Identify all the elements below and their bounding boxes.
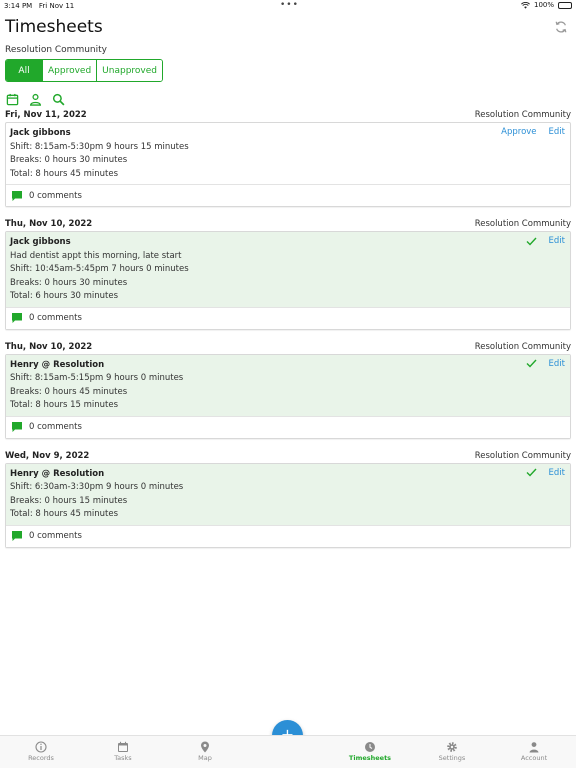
edit-button[interactable]: Edit — [548, 127, 565, 137]
employee-name: Henry @ Resolution — [10, 359, 105, 370]
timesheet-card-body — [6, 123, 570, 184]
entry-community: Resolution Community — [474, 341, 571, 352]
employee-name: Henry @ Resolution — [10, 468, 105, 479]
shift-text: Shift: 8:15am-5:30pm 9 hours 15 minutes — [10, 141, 189, 152]
note-text: Had dentist appt this morning, late start — [10, 250, 182, 261]
tab-tasks[interactable] — [93, 741, 153, 762]
timesheet-card-body — [6, 232, 570, 307]
edit-button[interactable]: Edit — [548, 467, 565, 478]
filter-segmented-control — [5, 59, 163, 82]
entry-date: Thu, Nov 10, 2022 — [5, 341, 93, 352]
tab-settings[interactable] — [422, 741, 482, 762]
shift-text: Shift: 8:15am-5:15pm 9 hours 0 minutes — [10, 373, 184, 383]
status-bar — [0, 0, 576, 12]
card-actions — [526, 359, 565, 369]
tab-account[interactable] — [504, 741, 564, 762]
edit-button[interactable]: Edit — [548, 236, 565, 246]
tab-label: Account — [520, 754, 548, 762]
approved-check-icon — [526, 359, 537, 368]
day-header — [0, 218, 576, 231]
comments-row[interactable] — [6, 416, 570, 438]
tab-label: Records — [28, 754, 54, 762]
timesheet-card-body — [6, 464, 570, 525]
timesheet-card[interactable] — [5, 231, 571, 330]
sync-icon[interactable] — [554, 20, 568, 34]
tab-label: Settings — [438, 754, 466, 762]
approved-check-icon — [526, 468, 537, 477]
search-icon[interactable] — [52, 91, 65, 104]
calendar-icon — [117, 741, 129, 753]
breaks-text: Breaks: 0 hours 30 minutes — [10, 277, 128, 288]
day-header — [0, 341, 576, 354]
breaks-text: Breaks: 0 hours 45 minutes — [10, 386, 128, 397]
status-time: 3:14 PM Fri Nov 11 — [4, 2, 75, 10]
toolbar — [6, 91, 65, 104]
comments-count: 0 comments — [29, 422, 82, 432]
edit-button[interactable]: Edit — [548, 358, 565, 369]
shift-text: Shift: 10:45am-5:45pm 7 hours 0 minutes — [10, 264, 189, 274]
filter-unapproved[interactable]: Unapproved — [96, 60, 162, 81]
entry-date: Fri, Nov 11, 2022 — [5, 110, 87, 120]
person-icon[interactable] — [29, 91, 42, 104]
card-actions — [526, 468, 565, 478]
approve-button[interactable]: Approve — [501, 127, 537, 137]
clock-icon — [364, 741, 376, 753]
entry-date: Wed, Nov 9, 2022 — [5, 450, 90, 461]
breaks-text: Breaks: 0 hours 30 minutes — [10, 155, 128, 165]
filter-approved[interactable]: Approved — [42, 60, 96, 81]
status-right — [521, 1, 572, 9]
tab-label: Timesheets — [348, 754, 392, 762]
community-label: Resolution Community — [5, 45, 107, 55]
timesheet-card[interactable] — [5, 463, 571, 548]
comments-count: 0 comments — [29, 531, 82, 541]
comment-icon — [11, 530, 23, 542]
calendar-icon[interactable] — [6, 91, 19, 104]
tab-label: Map — [198, 754, 212, 762]
gear-icon — [446, 741, 458, 753]
multitasking-dots-icon[interactable]: ••• — [280, 0, 299, 10]
tab-label: Tasks — [114, 754, 132, 762]
battery-percent: 100% — [533, 1, 554, 9]
approved-check-icon — [526, 237, 537, 246]
total-text: Total: 6 hours 30 minutes — [10, 291, 119, 301]
comment-icon — [11, 312, 23, 324]
tab-map[interactable] — [175, 741, 235, 762]
card-actions — [526, 236, 565, 246]
comments-count: 0 comments — [29, 313, 82, 323]
battery-icon — [558, 2, 572, 9]
timesheet-card[interactable] — [5, 122, 571, 207]
entry-date: Thu, Nov 10, 2022 — [5, 219, 93, 229]
entry-community: Resolution Community — [474, 219, 571, 229]
wifi-icon — [521, 2, 530, 9]
page-title: Timesheets — [5, 17, 103, 37]
map-pin-icon — [199, 741, 211, 753]
comments-row[interactable] — [6, 307, 570, 329]
day-header — [0, 109, 576, 122]
tab-records[interactable] — [11, 741, 71, 762]
total-text: Total: 8 hours 15 minutes — [10, 400, 119, 410]
shift-text: Shift: 6:30am-3:30pm 9 hours 0 minutes — [10, 482, 184, 492]
filter-all[interactable]: All — [6, 60, 42, 81]
timesheet-card-body — [6, 355, 570, 416]
entry-community: Resolution Community — [474, 110, 571, 120]
employee-name: Jack gibbons — [10, 237, 71, 247]
person-icon — [528, 741, 540, 753]
bottom-tab-bar — [0, 735, 576, 768]
total-text: Total: 8 hours 45 minutes — [10, 168, 119, 179]
comments-count: 0 comments — [29, 190, 82, 201]
comments-row[interactable] — [6, 184, 570, 206]
total-text: Total: 8 hours 45 minutes — [10, 509, 119, 519]
comment-icon — [11, 190, 23, 202]
day-header — [0, 450, 576, 463]
timesheet-list — [0, 109, 576, 548]
comment-icon — [11, 421, 23, 433]
timesheet-card[interactable] — [5, 354, 571, 439]
info-icon — [35, 741, 47, 753]
tab-timesheets[interactable] — [340, 741, 400, 762]
comments-row[interactable] — [6, 525, 570, 547]
entry-community: Resolution Community — [474, 450, 571, 461]
breaks-text: Breaks: 0 hours 15 minutes — [10, 495, 128, 506]
employee-name: Jack gibbons — [10, 128, 71, 138]
card-actions — [501, 127, 565, 137]
